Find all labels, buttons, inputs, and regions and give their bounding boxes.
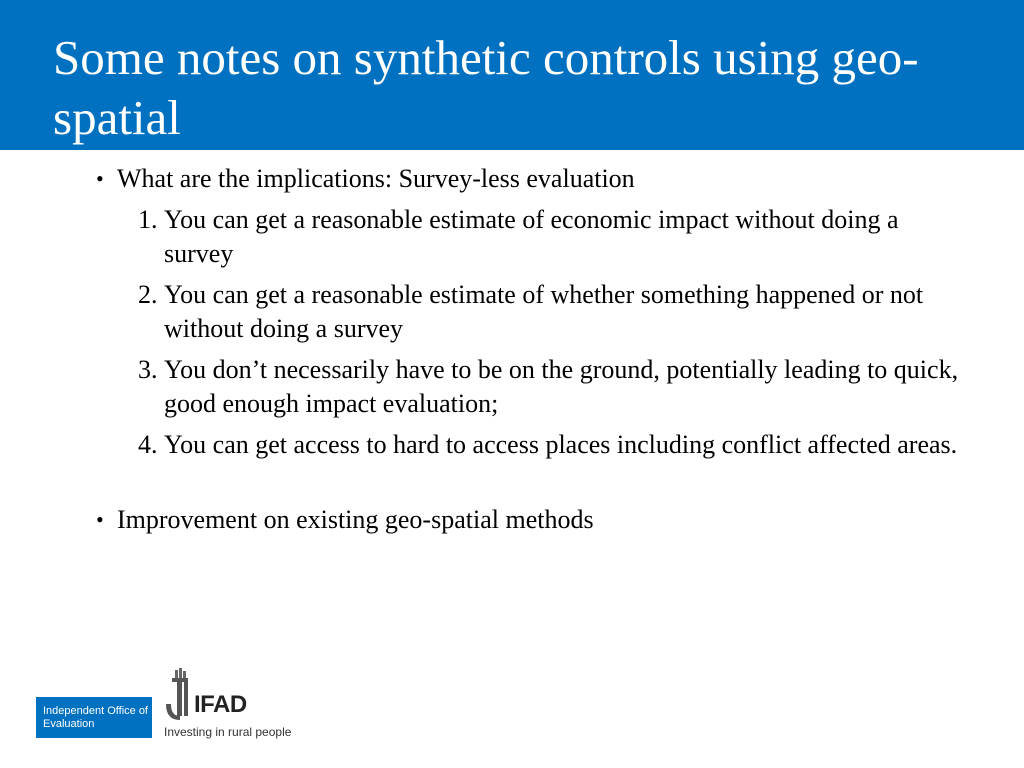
slide-title: Some notes on synthetic controls using geo-spatial xyxy=(53,30,919,145)
bullet-text: What are the implications: Survey-less evaluation xyxy=(117,164,635,193)
item-text: You can get a reasonable estimate of economic impact without doing a survey xyxy=(164,205,899,268)
item-number: 1. xyxy=(138,205,158,234)
item-text: You don’t necessarily have to be on the ground, potentially leading to quick, good enough impact evaluation; xyxy=(164,355,959,418)
bullet-text: Improvement on existing geo-spatial methods xyxy=(117,505,594,534)
bullet-dot-icon: • xyxy=(96,507,104,532)
ioe-label: Independent Office of Evaluation xyxy=(43,705,148,730)
ifad-emblem-icon xyxy=(164,668,194,722)
item-text: You can get a reasonable estimate of whether something happened or not without doing a survey xyxy=(164,280,924,343)
ifad-tagline: Investing in rural people xyxy=(164,725,292,739)
item-number: 3. xyxy=(138,355,158,384)
bullet-dot-icon: • xyxy=(96,166,104,191)
item-text: You can get access to hard to access places including conflict affected areas. xyxy=(164,430,958,459)
item-number: 2. xyxy=(138,280,158,309)
ifad-name: IFAD xyxy=(194,691,247,718)
item-number: 4. xyxy=(138,430,158,459)
ifad-logo xyxy=(164,668,314,743)
title-banner xyxy=(0,0,1024,150)
ioe-logo xyxy=(36,697,152,738)
